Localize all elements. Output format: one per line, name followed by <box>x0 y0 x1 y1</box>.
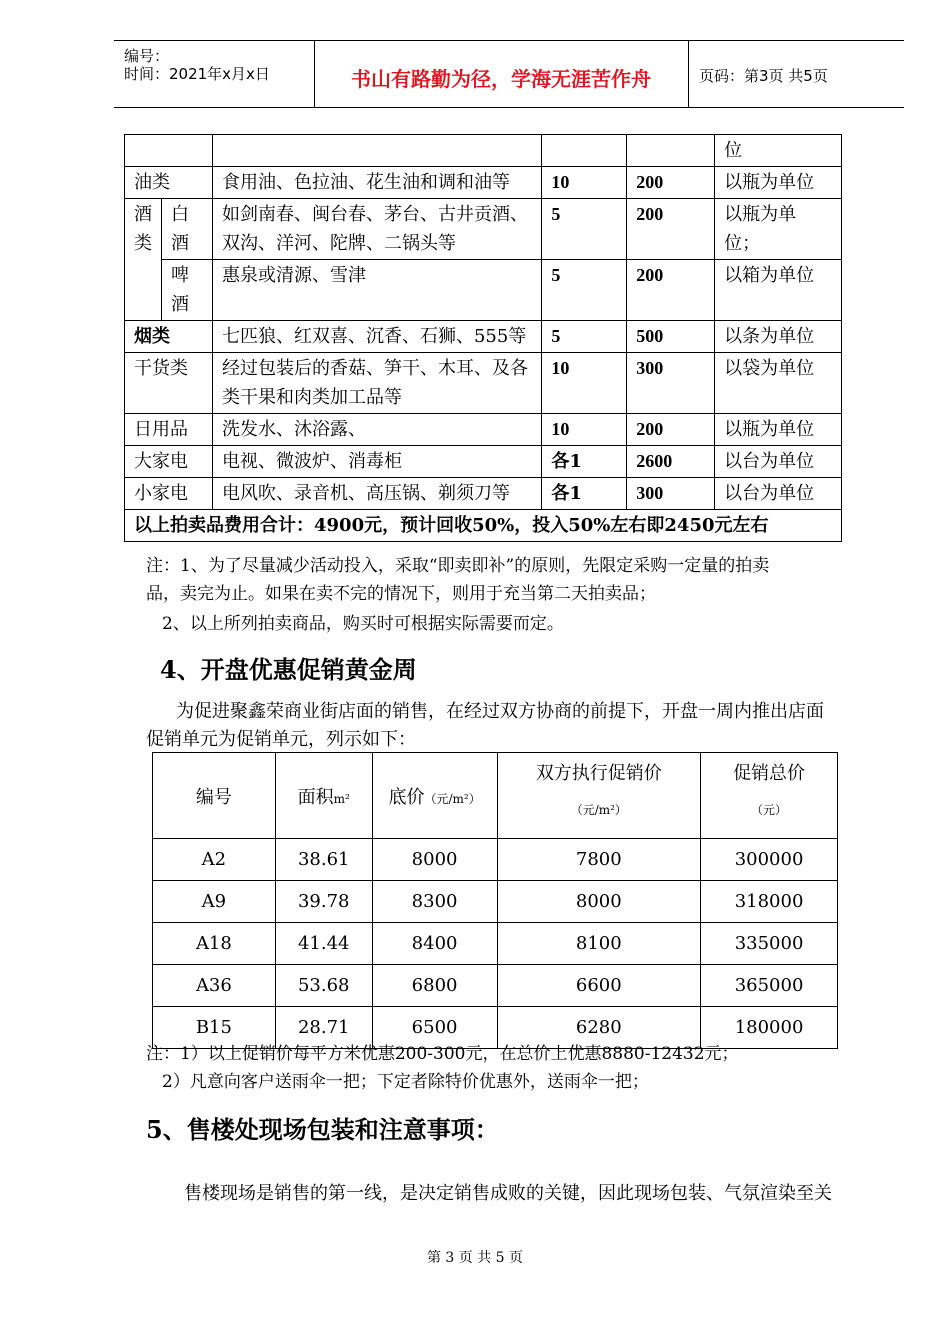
table-row <box>125 510 842 542</box>
area-cell: 28.71 <box>275 1007 372 1049</box>
note-line: 品，卖完为止。如果在卖不完的情况下，则用于充当第二天拍卖品； <box>146 584 656 604</box>
note-line: 2）凡意向客户送雨伞一把；下定者除特价优惠外，送雨伞一把； <box>162 1072 649 1092</box>
col-header-promo-unit: （元/m²） <box>570 803 627 817</box>
category-cell: 日用品 <box>125 414 213 446</box>
items-cell: 如剑南春、闽台春、茅台、古井贡酒、双沟、洋河、陀牌、二锅头等 <box>212 199 541 260</box>
table-row <box>125 199 842 260</box>
area-cell: 39.78 <box>275 881 372 923</box>
table-row <box>153 965 838 1007</box>
base-price-cell: 6500 <box>372 1007 497 1049</box>
items-cell: 惠泉或清源、雪津 <box>212 260 541 321</box>
items-cell: 食用油、色拉油、花生油和调和油等 <box>212 167 541 199</box>
items-cell: 洗发水、沐浴露、 <box>212 414 541 446</box>
total-price-cell: 335000 <box>701 923 838 965</box>
motto: 书山有路勤为径，学海无涯苦作舟 <box>351 67 651 91</box>
note-line: 2、以上所列拍卖商品，购买时可根据实际需要而定。 <box>162 614 564 634</box>
promo-price-cell: 6280 <box>497 1007 701 1049</box>
total-price-cell: 318000 <box>701 881 838 923</box>
area-cell: 38.61 <box>275 839 372 881</box>
unit-cell: 位 <box>715 135 842 167</box>
table-row <box>125 414 842 446</box>
unit-id-cell: A18 <box>153 923 276 965</box>
unit-cell: 以袋为单位 <box>715 353 842 414</box>
category-cell: 大家电 <box>125 446 213 478</box>
promo-price-cell: 8100 <box>497 923 701 965</box>
items-cell: 电风吹、录音机、高压锅、剃须刀等 <box>212 478 541 510</box>
base-price-cell: 8300 <box>372 881 497 923</box>
unit-cell: 以台为单位 <box>715 446 842 478</box>
category-cell: 油类 <box>125 167 213 199</box>
unit-cell: 以台为单位 <box>715 478 842 510</box>
unit-cell: 以瓶为单位 <box>715 414 842 446</box>
col-header-area-unit: m² <box>333 792 350 806</box>
items-cell: 电视、微波炉、消毒柜 <box>212 446 541 478</box>
table-row <box>125 446 842 478</box>
promo-price-cell: 8000 <box>497 881 701 923</box>
unit-id-cell: A36 <box>153 965 276 1007</box>
qty-cell: 10 <box>542 414 627 446</box>
area-cell: 53.68 <box>275 965 372 1007</box>
auction-table <box>124 134 842 542</box>
category-cell: 小家电 <box>125 478 213 510</box>
unit-id-cell: B15 <box>153 1007 276 1049</box>
section-heading: 5、售楼处现场包装和注意事项： <box>146 1115 499 1144</box>
total-price-cell: 365000 <box>701 965 838 1007</box>
unit-cell: 以瓶为单位 <box>715 167 842 199</box>
note-line: 注：1、为了尽量减少活动投入，采取“即卖即补”的原则，先限定采购一定量的拍卖 <box>146 556 770 576</box>
qty-cell: 10 <box>542 167 627 199</box>
category-cell: 干货类 <box>125 353 213 414</box>
price-cell: 200 <box>627 199 715 260</box>
table-row <box>153 839 838 881</box>
price-cell: 500 <box>627 321 715 353</box>
qty-cell: 10 <box>542 353 627 414</box>
area-cell: 41.44 <box>275 923 372 965</box>
total-price-cell: 180000 <box>701 1007 838 1049</box>
category-cell: 酒类 <box>125 199 162 321</box>
time-label: 时间：2021年x月x日 <box>124 65 270 83</box>
qty-cell: 各1 <box>542 446 627 478</box>
qty-cell: 各1 <box>542 478 627 510</box>
header-motto-cell <box>314 41 689 107</box>
price-cell: 200 <box>627 414 715 446</box>
unit-cell: 以箱为单位 <box>715 260 842 321</box>
promo-price-cell: 7800 <box>497 839 701 881</box>
category-cell: 烟类 <box>125 321 213 353</box>
col-header-total-unit: （元） <box>751 803 788 817</box>
col-header-total: 促销总价 <box>733 763 806 784</box>
base-price-cell: 8000 <box>372 839 497 881</box>
table-row <box>125 478 842 510</box>
price-cell: 200 <box>627 167 715 199</box>
table-row <box>125 167 842 199</box>
promo-table <box>152 752 838 1049</box>
col-header-base-unit: （元/m²） <box>424 792 481 806</box>
col-header-id: 编号 <box>195 787 232 808</box>
unit-id-cell: A9 <box>153 881 276 923</box>
note-line: 注：1）以上促销价每平方米优惠200-300元，在总价上优惠8880-12432元； <box>146 1044 739 1064</box>
price-cell: 300 <box>627 478 715 510</box>
paragraph-line: 促销单元为促销单元，列示如下： <box>146 729 416 750</box>
table-row <box>125 260 842 321</box>
qty-cell: 5 <box>542 321 627 353</box>
subcategory-cell: 啤酒 <box>162 260 213 321</box>
section-heading: 4、开盘优惠促销黄金周 <box>160 655 417 684</box>
subcategory-cell: 白酒 <box>162 199 213 260</box>
base-price-cell: 8400 <box>372 923 497 965</box>
total-price-cell: 300000 <box>701 839 838 881</box>
header-page-cell <box>689 41 904 107</box>
unit-cell: 以瓶为单位； <box>715 199 842 260</box>
items-cell: 经过包装后的香菇、笋干、木耳、及各类干果和肉类加工品等 <box>212 353 541 414</box>
base-price-cell: 6800 <box>372 965 497 1007</box>
price-cell: 300 <box>627 353 715 414</box>
items-cell: 七匹狼、红双喜、沉香、石狮、555等 <box>212 321 541 353</box>
unit-id-cell: A2 <box>153 839 276 881</box>
col-header-area: 面积 <box>297 787 334 808</box>
price-cell: 200 <box>627 260 715 321</box>
price-cell: 2600 <box>627 446 715 478</box>
qty-cell: 5 <box>542 199 627 260</box>
paragraph-line: 售楼现场是销售的第一线，是决定销售成败的关键，因此现场包装、气氛渲染至关 <box>184 1183 832 1204</box>
number-label: 编号： <box>124 47 170 65</box>
page-footer: 第 3 页 共 5 页 <box>426 1250 524 1266</box>
page-label: 页码：第3页 共5页 <box>699 67 828 85</box>
total-cell: 以上拍卖品费用合计：4900元，预计回收50%，投入50%左右即2450元左右 <box>125 510 842 542</box>
page-header <box>114 40 904 108</box>
header-meta-cell <box>114 41 315 107</box>
paragraph-line: 为促进聚鑫荣商业街店面的销售，在经过双方协商的前提下，开盘一周内推出店面 <box>176 701 824 722</box>
col-header-promo: 双方执行促销价 <box>535 763 662 784</box>
qty-cell: 5 <box>542 260 627 321</box>
unit-cell: 以条为单位 <box>715 321 842 353</box>
table-row <box>153 923 838 965</box>
table-row <box>153 881 838 923</box>
table-header-row <box>153 753 838 839</box>
table-row <box>125 135 842 167</box>
promo-price-cell: 6600 <box>497 965 701 1007</box>
table-row <box>125 353 842 414</box>
col-header-base: 底价 <box>388 787 425 808</box>
table-row <box>125 321 842 353</box>
